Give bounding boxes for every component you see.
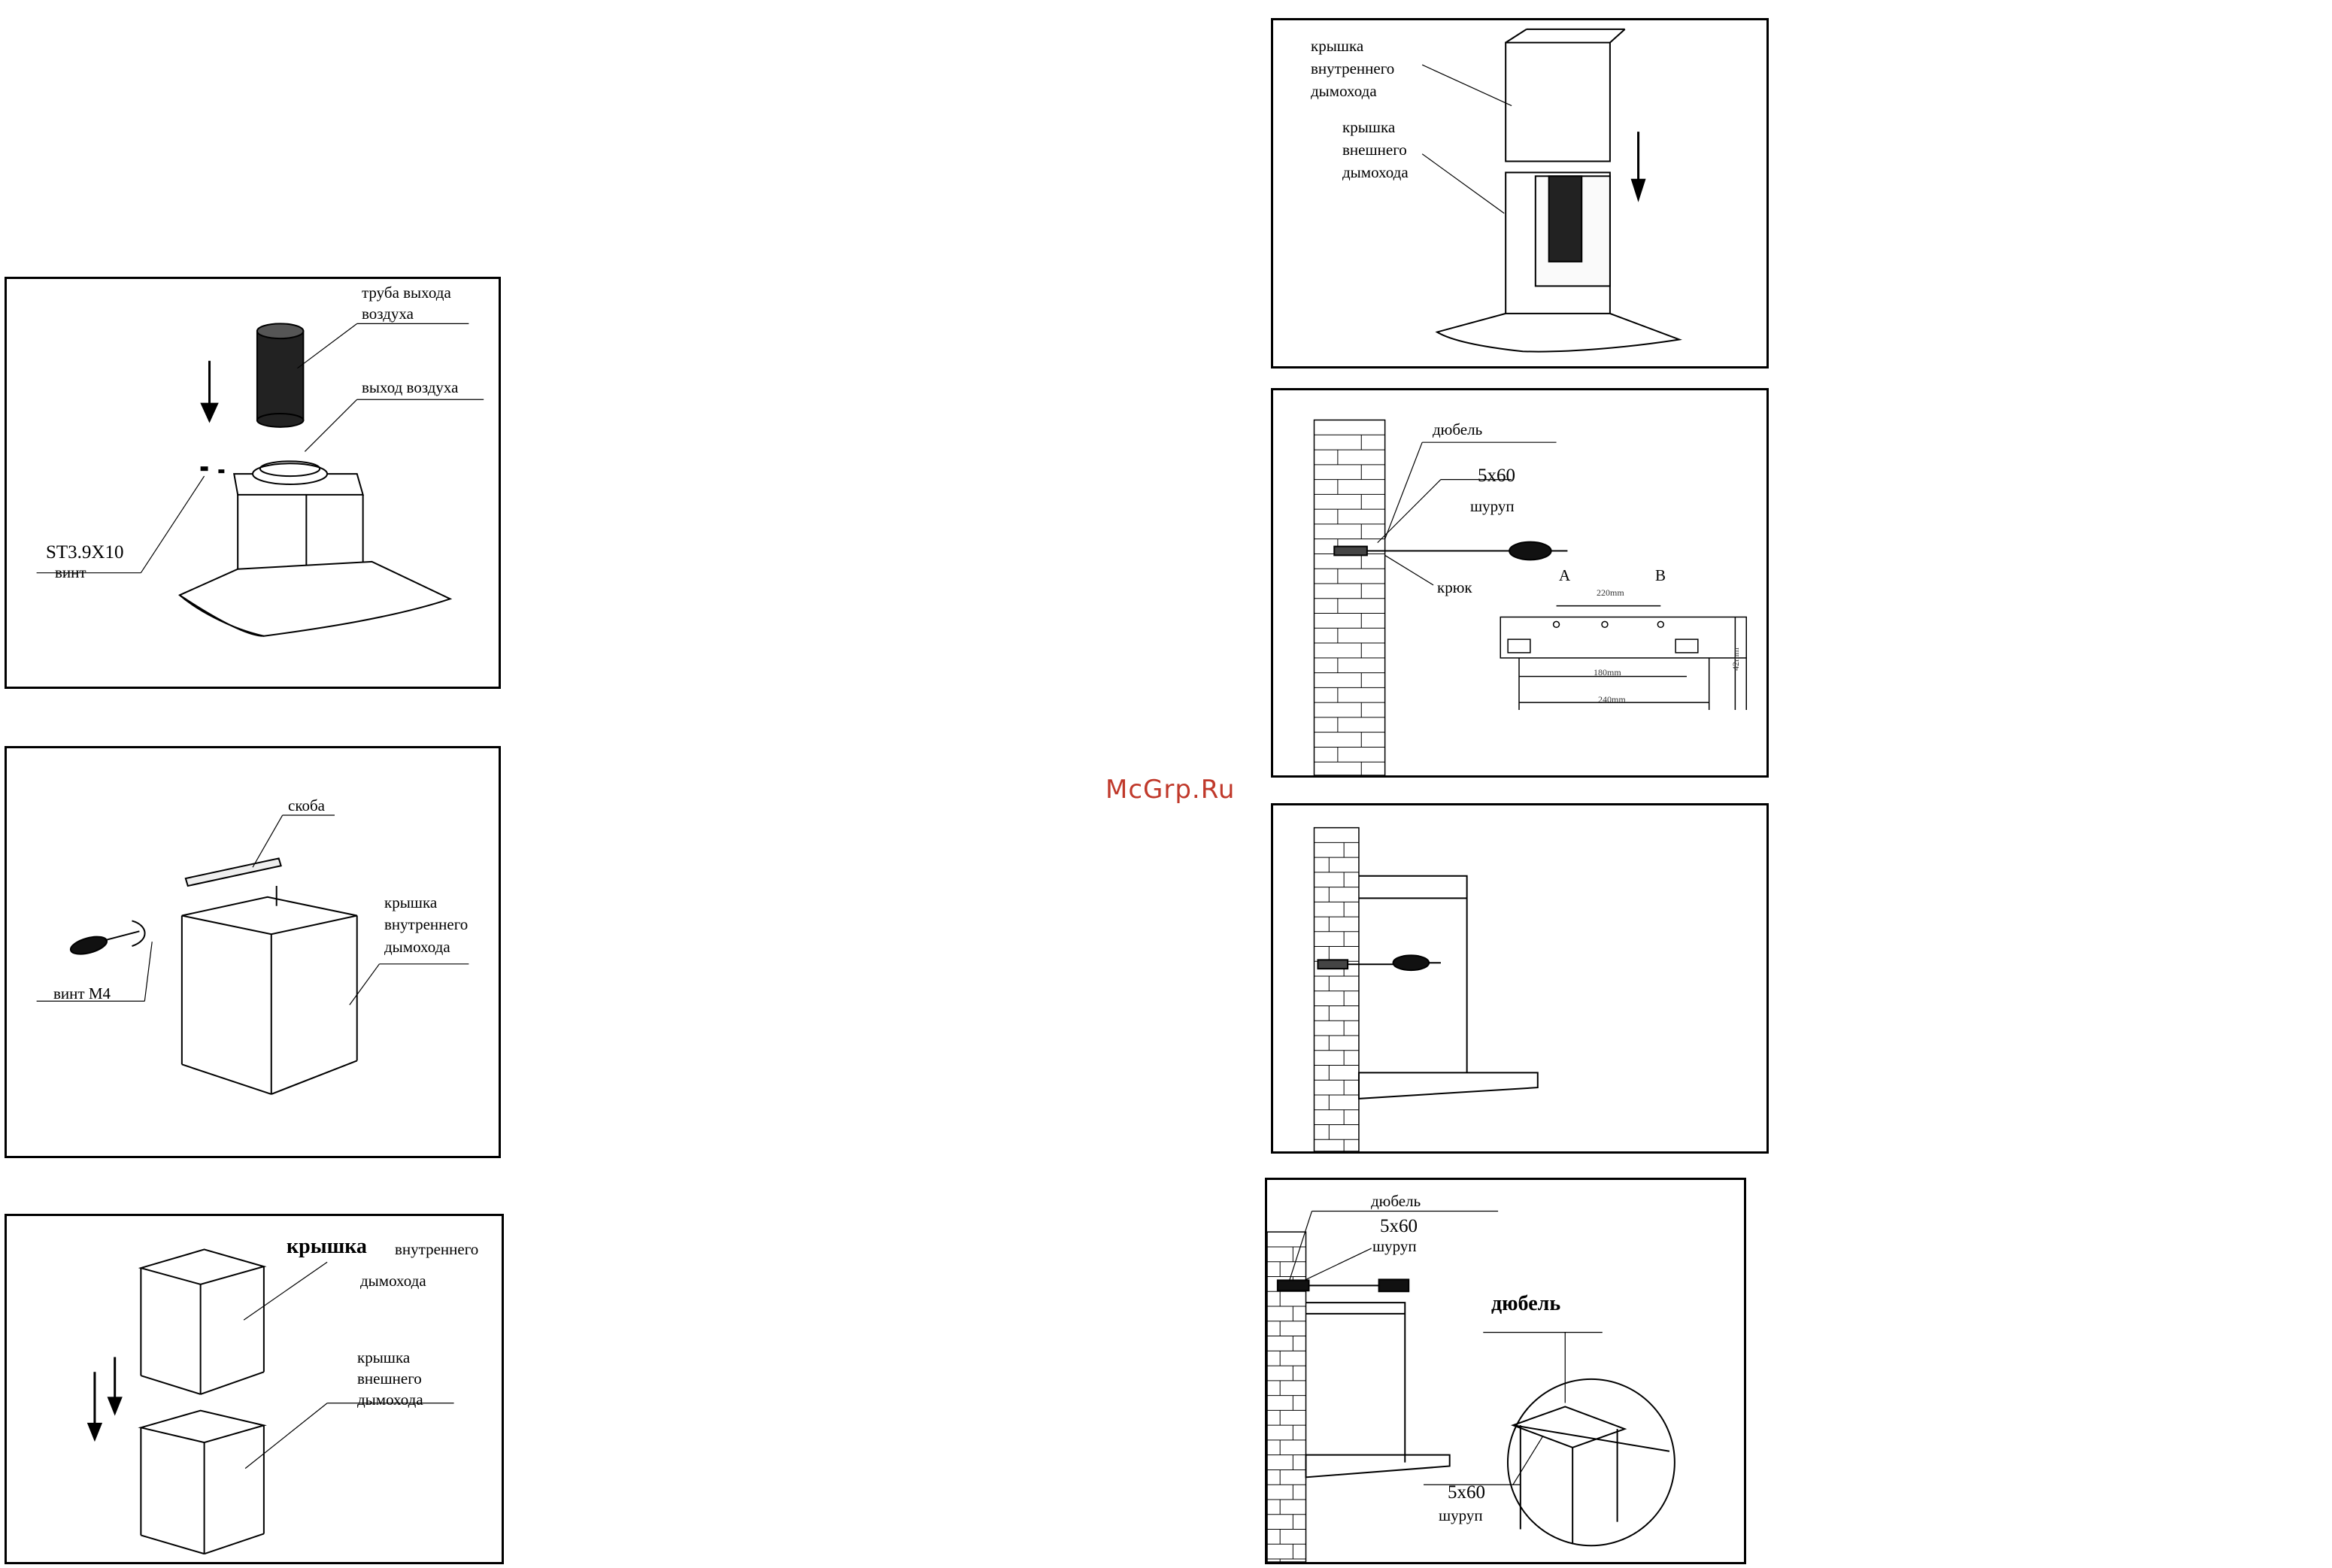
pipe-label-line1: труба выхода xyxy=(362,284,451,302)
outlet-label: выход воздуха xyxy=(362,378,459,396)
dim-top-label: 220mm xyxy=(1597,587,1624,598)
final-mounting-illustration xyxy=(1267,1180,1744,1562)
inner-cover-label-3: дымохода xyxy=(360,1272,426,1290)
air-outlet-illustration xyxy=(7,279,499,687)
brick-wall-drawing xyxy=(1315,420,1385,775)
pipe-label-line2: воздуха xyxy=(362,305,414,323)
dowel-label: дюбель xyxy=(1433,420,1483,438)
screw-assembly-drawing xyxy=(1278,1279,1409,1291)
panel-air-outlet xyxy=(5,277,501,689)
hook-label: крюк xyxy=(1437,578,1472,596)
dim-side-label: 42mm xyxy=(1730,648,1741,671)
outer-chimney-cover-drawing xyxy=(141,1411,264,1554)
panel-chimney-covers xyxy=(5,1214,504,1564)
outer-cover-label-2: внешнего xyxy=(357,1369,422,1388)
outer-cover-label-3: дымохода xyxy=(357,1391,423,1409)
chimney-covers-illustration xyxy=(7,1216,502,1562)
screw-m4-label: винт М4 xyxy=(53,984,111,1002)
dim-bottom-label: 240mm xyxy=(1598,694,1626,705)
size-label-2: 5x60 xyxy=(1448,1482,1485,1503)
dowel-label: дюбель xyxy=(1371,1192,1421,1210)
dim-mid-label: 180mm xyxy=(1594,667,1621,678)
screw-label: шуруп xyxy=(1372,1237,1417,1255)
down-arrows-icon xyxy=(89,1357,121,1439)
screw-label: шуруп xyxy=(1470,497,1515,515)
screw-label-2: шуруп xyxy=(1439,1506,1483,1524)
screw-label: винт xyxy=(55,563,86,581)
inner-cover-label-2: внутреннего xyxy=(395,1240,479,1258)
hood-body-drawing xyxy=(180,461,450,635)
panel-chimney-assembly xyxy=(1271,18,1769,368)
air-pipe-drawing xyxy=(257,323,303,426)
inner-cover-label-1: крышка xyxy=(1311,37,1364,55)
outer-cover-label-1: крышка xyxy=(357,1348,411,1366)
outer-cover-label-3: дымохода xyxy=(1342,163,1409,181)
inner-cover-label-3: дымохода xyxy=(384,938,450,956)
detail-circle-drawing xyxy=(1508,1379,1675,1545)
down-arrow-icon xyxy=(1633,132,1645,199)
inner-cover-label-1: крышка xyxy=(384,893,438,911)
inner-cover-label-2: внутреннего xyxy=(1311,59,1395,77)
size-label: 5x60 xyxy=(1380,1216,1418,1236)
panel-wall-mount-dimensions xyxy=(1271,388,1769,778)
screwdriver-icon xyxy=(69,920,145,957)
point-a-label: A xyxy=(1559,566,1571,584)
panel-final-mounting xyxy=(1265,1178,1746,1564)
lower-chimney-drawing xyxy=(1437,172,1679,351)
brick-wall-drawing xyxy=(1315,828,1359,1151)
dowel-label-large: дюбель xyxy=(1491,1292,1561,1315)
down-arrow-icon xyxy=(202,361,217,420)
bracket-label: скоба xyxy=(288,796,325,814)
watermark-text: McGrp.Ru xyxy=(1105,775,1236,805)
screw-drawing xyxy=(201,466,225,473)
outer-cover-label-1: крышка xyxy=(1342,118,1396,136)
outer-cover-label-2: внешнего xyxy=(1342,141,1407,159)
inner-chimney-drawing xyxy=(182,886,357,1094)
inner-cover-label-3: дымохода xyxy=(1311,82,1377,100)
size-label: 5x60 xyxy=(1478,466,1515,486)
inner-chimney-cover-drawing xyxy=(141,1249,264,1394)
hood-side-drawing xyxy=(1306,1303,1450,1477)
upper-chimney-drawing xyxy=(1506,29,1625,162)
hood-side-drawing xyxy=(1359,876,1538,1099)
screw-code-label: ST3.9X10 xyxy=(46,542,124,563)
panel-hood-mounted xyxy=(1271,803,1769,1154)
bracket-drawing xyxy=(186,858,281,886)
hood-mounted-illustration xyxy=(1273,805,1766,1151)
point-b-label: B xyxy=(1655,566,1666,584)
wall-mount-illustration xyxy=(1273,390,1766,775)
panel-bracket-inner-chimney xyxy=(5,746,501,1158)
inner-cover-label-2: внутреннего xyxy=(384,915,469,933)
inner-cover-label-1: крышка xyxy=(287,1235,367,1258)
